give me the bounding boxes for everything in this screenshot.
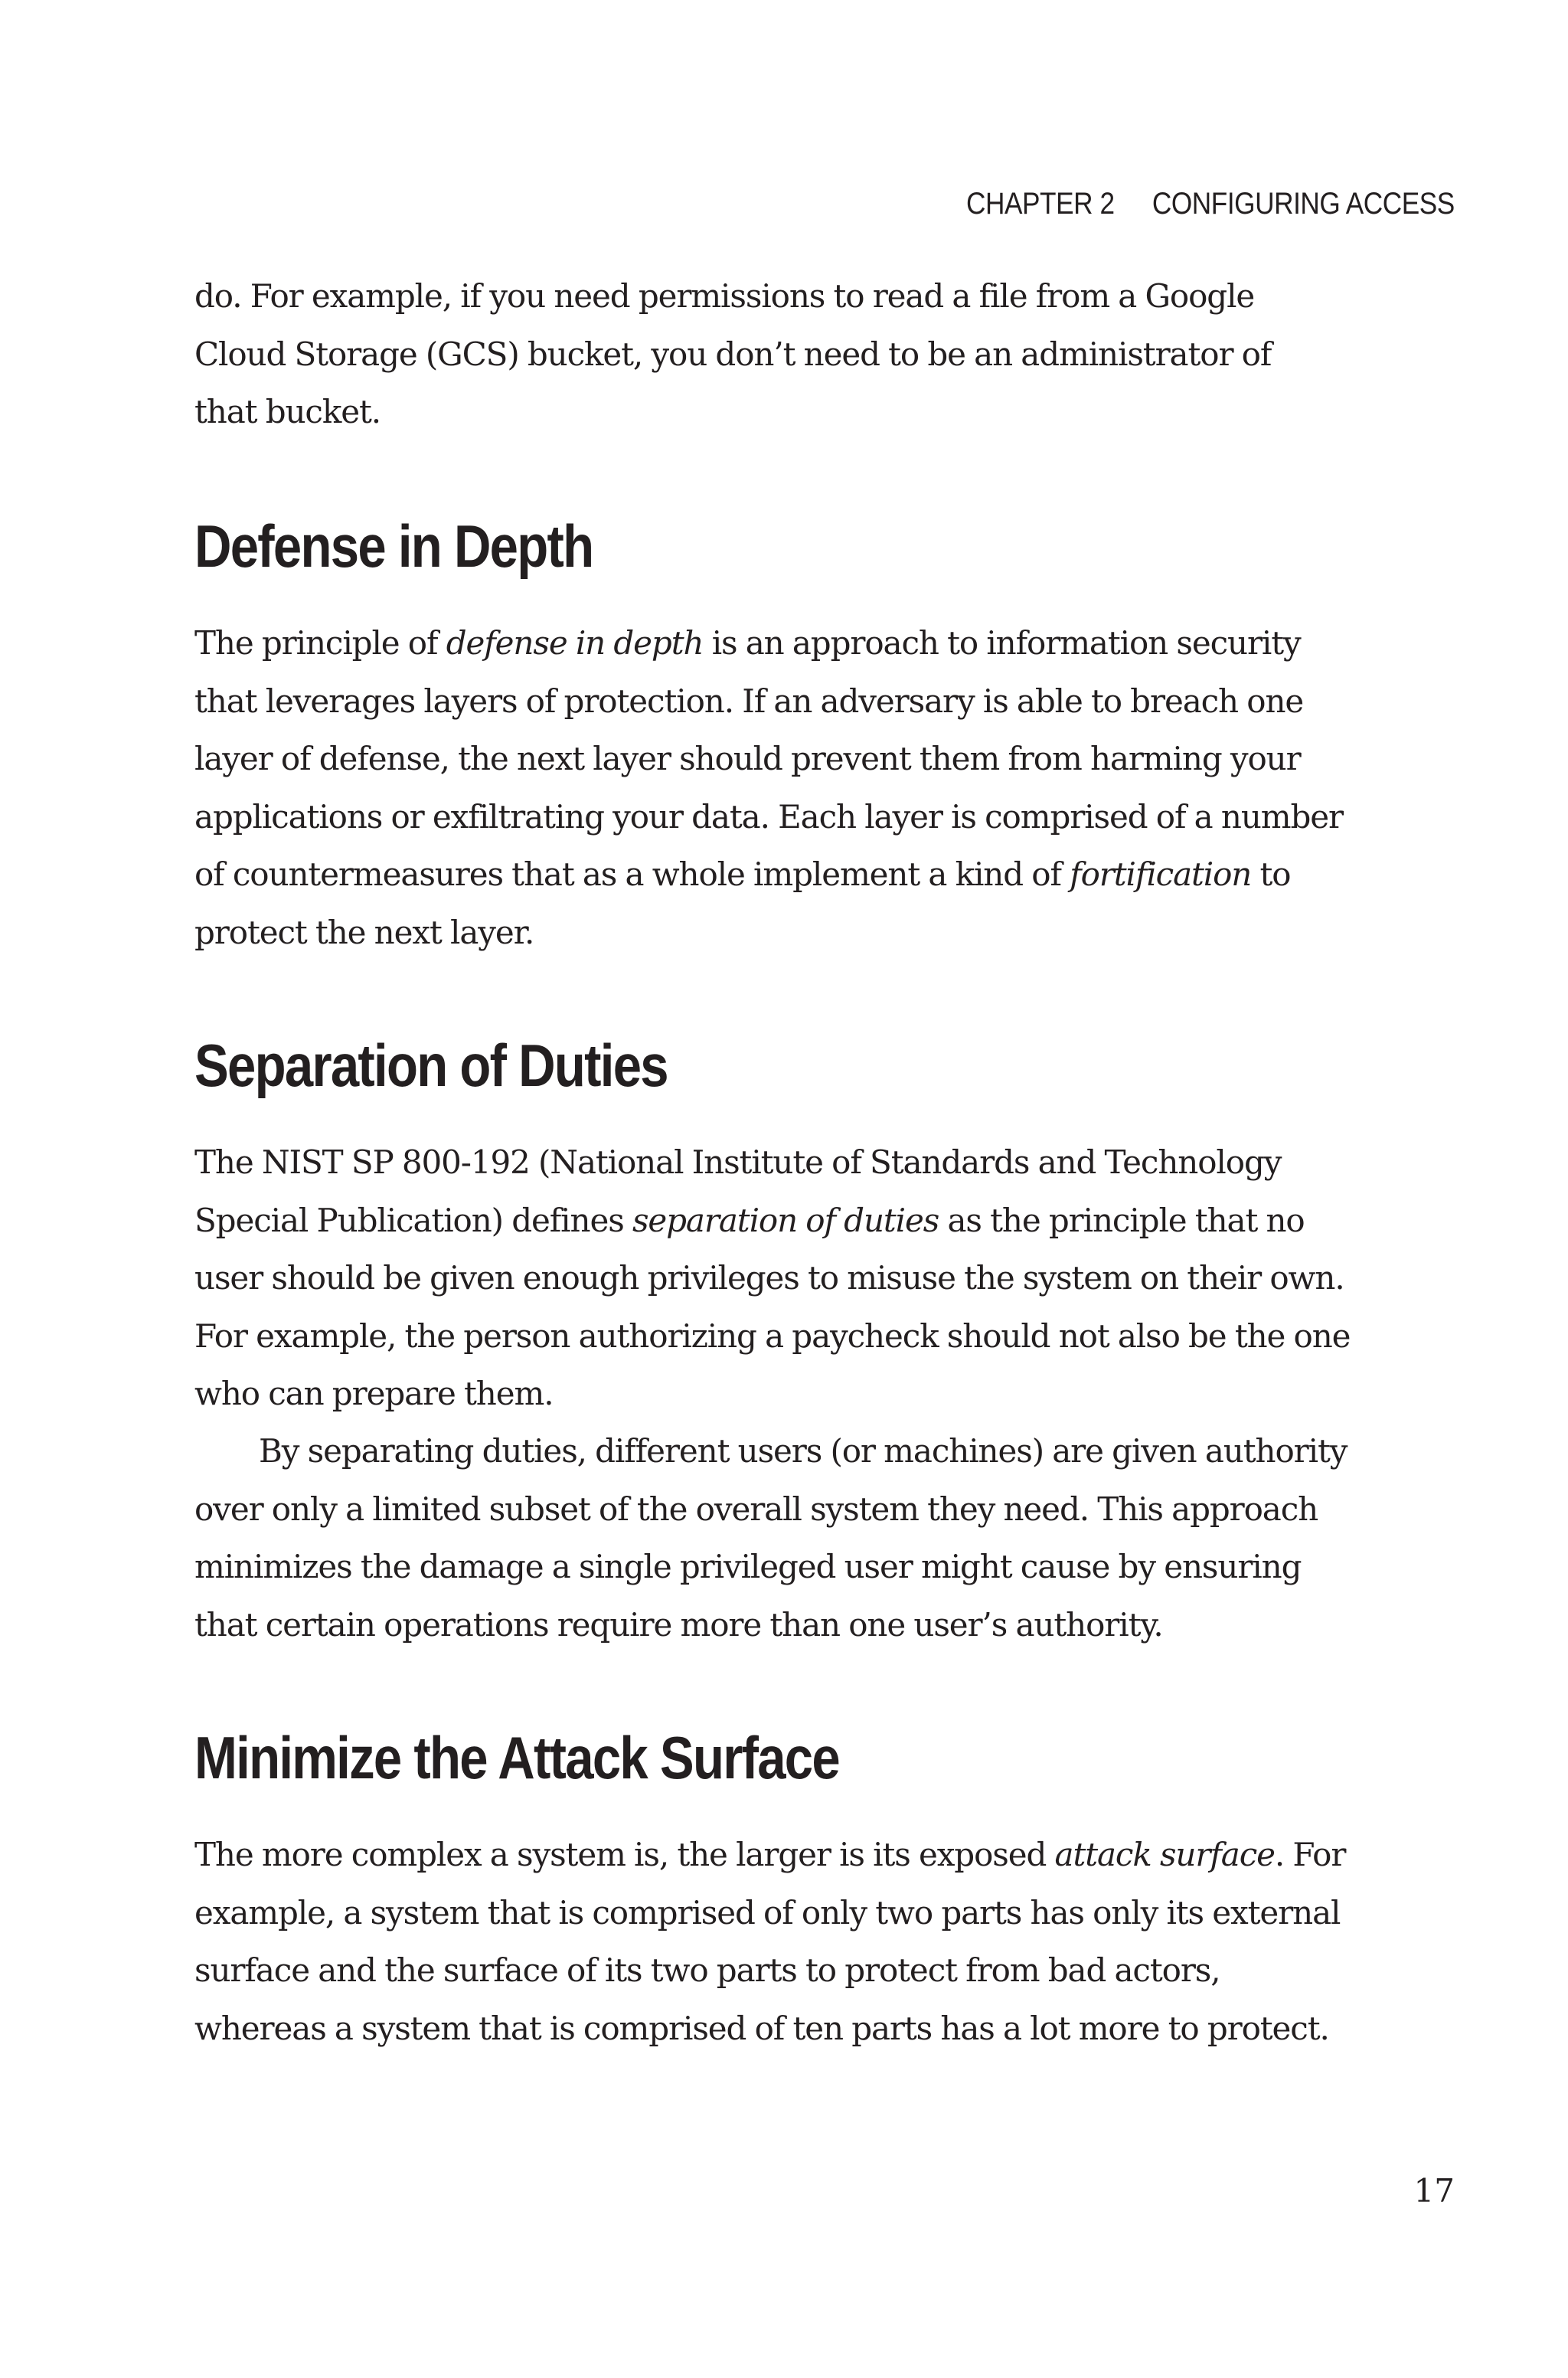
- text-line: minimizes the damage a single privileged user might cause by ensuring: [194, 1548, 1302, 1585]
- running-head-title: CONFIGURING ACCESS: [1152, 187, 1455, 221]
- text-run: . For: [1274, 1836, 1346, 1873]
- text-line: whereas a system that is comprised of ten parts has a lot more to protect.: [194, 2009, 1329, 2047]
- intro-paragraph: [194, 267, 1455, 441]
- running-head-chapter: CHAPTER 2: [966, 187, 1115, 221]
- paragraph-minimize-attack-surface: [194, 1826, 1455, 2057]
- paragraph-separation-of-duties-1: [194, 1133, 1455, 1423]
- text-line: that leverages layers of protection. If an adversary is able to breach one: [194, 682, 1304, 720]
- section-minimize-attack-surface: [194, 1723, 1455, 1792]
- section-heading: Separation of Duties: [194, 1032, 668, 1099]
- text-line: that certain operations require more than one user’s authority.: [194, 1605, 1163, 1644]
- text-line: user should be given enough privileges to misuse the system on their own.: [194, 1259, 1344, 1297]
- running-head: [966, 187, 1455, 221]
- text-line: surface and the surface of its two parts to protect from bad actors,: [194, 1951, 1220, 1989]
- text-line: The NIST SP 800-192 (National Institute of Standards and Technology: [194, 1143, 1282, 1181]
- text-run: is an approach to information security: [703, 624, 1301, 662]
- section-separation-of-duties: [194, 1031, 1455, 1100]
- emphasis-term: attack surface: [1054, 1836, 1275, 1873]
- text-line: who can prepare them.: [194, 1375, 554, 1412]
- page-number: 17: [1413, 2172, 1455, 2210]
- paragraph-defense-in-depth: [194, 614, 1455, 961]
- text-line: that bucket.: [194, 393, 381, 430]
- emphasis-term: fortification: [1070, 855, 1252, 893]
- paragraph-separation-of-duties-2: [194, 1422, 1455, 1653]
- section-heading: Defense in Depth: [194, 512, 593, 580]
- emphasis-term: separation of duties: [632, 1201, 939, 1239]
- section-heading: Minimize the Attack Surface: [194, 1724, 839, 1791]
- text-line: By separating duties, different users (or machines) are given authority: [259, 1432, 1348, 1470]
- section-defense-in-depth: [194, 512, 1455, 581]
- text-line: Cloud Storage (GCS) bucket, you don’t need to be an administrator of: [194, 335, 1272, 373]
- text-line: over only a limited subset of the overall system they need. This approach: [194, 1490, 1318, 1528]
- text-run: Special Publication) defines: [194, 1201, 632, 1239]
- text-line: applications or exfiltrating your data. Each layer is comprised of a number: [194, 797, 1344, 836]
- text-line: protect the next layer.: [194, 913, 534, 951]
- text-line: do. For example, if you need permissions to read a file from a Google: [194, 277, 1255, 315]
- text-run: to: [1251, 855, 1291, 893]
- text-line: example, a system that is comprised of only two parts has only its external: [194, 1893, 1341, 1932]
- emphasis-term: defense in depth: [446, 624, 704, 662]
- text-line: layer of defense, the next layer should prevent them from harming your: [194, 740, 1301, 777]
- text-line: For example, the person authorizing a paycheck should not also be the one: [194, 1317, 1351, 1355]
- text-run: The principle of: [194, 624, 446, 662]
- text-run: of countermeasures that as a whole implement a kind of: [194, 855, 1070, 893]
- text-run: as the principle that no: [939, 1201, 1305, 1239]
- text-run: The more complex a system is, the larger is its exposed: [194, 1836, 1055, 1873]
